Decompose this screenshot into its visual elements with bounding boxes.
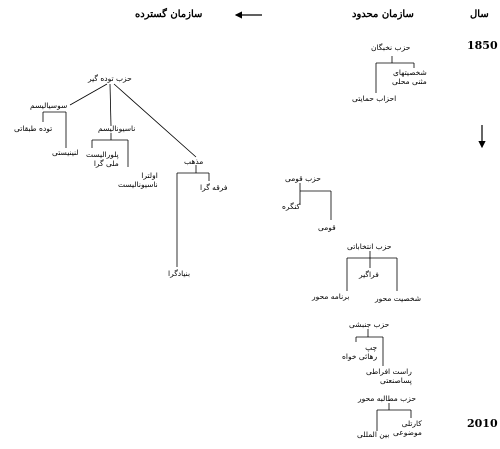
- mass-to-religion: [114, 84, 196, 157]
- notables-party: حزب نخبگان: [371, 43, 411, 52]
- religion-sectarian: فرقه گرا: [200, 183, 228, 192]
- notables-support-parties: احزاب حمایتی: [352, 94, 397, 103]
- mass-to-nationalism: [110, 84, 111, 126]
- electoral-catch-all: فراگیر: [359, 270, 379, 279]
- nationalism-ultra: اولترا ناسیونالیست: [118, 171, 158, 189]
- religion: مذهب: [184, 157, 204, 166]
- movement-post-industrial-right: راست افراطی پساصنعتی: [366, 367, 412, 385]
- ethnic-ethnic: قومی: [318, 223, 336, 232]
- electoral-personalistic: شخصیت محور: [375, 294, 421, 303]
- limited-organization-header: سازمان محدود: [352, 9, 414, 20]
- mass-to-socialism: [70, 84, 107, 105]
- year-start: 1850: [467, 39, 498, 52]
- nationalism-pluralist: پلورالیست ملی گرا: [86, 150, 119, 168]
- movement-left-libertarian: چپ رهائی خواه: [342, 343, 378, 361]
- electoral-programmatic: برنامه محور: [312, 292, 350, 301]
- ethnic-party: حزب قومی: [285, 174, 321, 183]
- ethnic-congress: کنگره: [282, 202, 301, 211]
- ethnic-connector: [300, 183, 331, 220]
- extensive-organization-header: سازمان گسترده: [135, 9, 203, 20]
- nationalism: ناسیونالیسم: [98, 124, 136, 133]
- mass-party: حزب توده گیر: [88, 74, 132, 83]
- demand-party: حزب مطالبه محور: [358, 394, 416, 403]
- movement-party: حزب جنبشی: [349, 320, 390, 329]
- electoral-party: حزب انتخاباتی: [347, 242, 392, 251]
- year-end: 2010: [467, 417, 498, 430]
- demand-international: بین المللی: [357, 430, 390, 439]
- socialism-class-mass: توده طبقاتی: [14, 124, 53, 133]
- demand-cartel-issue: کارتلی موضوعی: [393, 419, 422, 437]
- socialism: سوسیالیسم: [30, 101, 68, 110]
- socialism-leninist: لنینیستی: [52, 148, 79, 157]
- year-column-header: سال: [470, 9, 489, 20]
- religion-fundamentalist: بنیادگرا: [168, 269, 191, 278]
- notables-local-figures: شخصیتهای مثنی محلی: [392, 68, 427, 86]
- religion-connector: [177, 165, 209, 267]
